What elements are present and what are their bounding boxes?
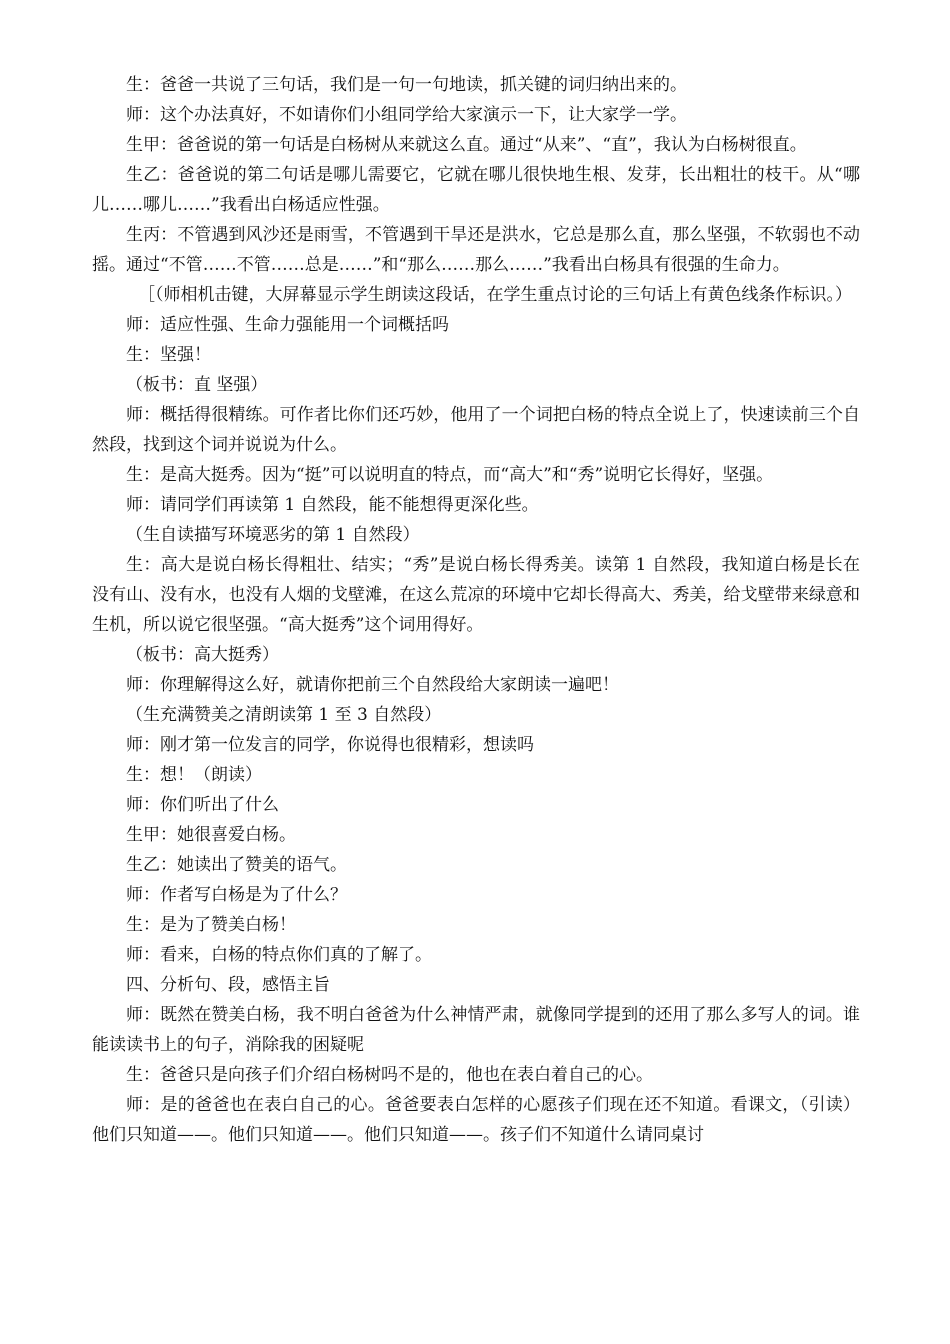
paragraph: 生：爸爸只是向孩子们介绍白杨树吗不是的，他也在表白着自己的心。 [126,1065,653,1085]
paragraph: （生自读描写环境恶劣的第 1 自然段） [126,525,420,545]
paragraph: 师：你理解得这么好，就请你把前三个自然段给大家朗读一遍吧！ [126,675,619,695]
paragraph: ［（师相机击键，大屏幕显示学生朗读这段话，在学生重点讨论的三句话上有黄色线条作标识。） [138,285,852,305]
paragraph: 生：坚强！ [126,345,211,365]
paragraph: 师：概括得很精练。可作者比你们还巧妙，他用了一个词把白杨的特点全说上了，快速读前三个自然段，找到这个词并说说为什么。 [92,405,860,455]
paragraph: 师：适应性强、生命力强能用一个词概括吗 [126,315,449,335]
paragraph: 生甲：爸爸说的第一句话是白杨树从来就这么直。通过“从来”、“直”，我认为白杨树很直。 [126,135,807,155]
paragraph: 师：刚才第一位发言的同学，你说得也很精彩，想读吗 [126,735,534,755]
paragraph: 生：是为了赞美白杨！ [126,915,296,935]
paragraph: 生：高大是说白杨长得粗壮、结实；“秀”是说白杨长得秀美。读第 1 自然段，我知道白杨是长在没有山、没有水，也没有人烟的戈壁滩，在这么荒凉的环境中它却长得高大、秀美，给戈壁带来绿意和生机，所以说它很坚强。“高大挺秀”这个词用得好。 [92,555,860,635]
section-heading: 四、分析句、段，感悟主旨 [126,975,330,995]
paragraph: 生：想！（朗读） [126,765,262,785]
paragraph: 师：请同学们再读第 1 自然段，能不能想得更深化些。 [126,495,539,515]
document-body [92,70,860,1150]
paragraph: 生乙：她读出了赞美的语气。 [126,855,347,875]
paragraph: 师：看来，白杨的特点你们真的了解了。 [126,945,432,965]
paragraph: 生乙：爸爸说的第二句话是哪儿需要它，它就在哪儿很快地生根、发芽，长出粗壮的枝干。从“哪儿……哪儿……”我看出白杨适应性强。 [92,165,860,215]
paragraph: （板书：直 坚强） [126,375,268,395]
paragraph: 生丙：不管遇到风沙还是雨雪，不管遇到干旱还是洪水，它总是那么直，那么坚强，不软弱也不动摇。通过“不管……不管……总是……”和“那么……那么……”我看出白杨具有很强的生命力。 [92,225,860,275]
paragraph: 生甲：她很喜爱白杨。 [126,825,296,845]
paragraph: 师：作者写白杨是为了什么？ [126,885,347,905]
paragraph: 生：爸爸一共说了三句话，我们是一句一句地读，抓关键的词归纳出来的。 [126,75,687,95]
paragraph: 师：是的爸爸也在表白自己的心。爸爸要表白怎样的心愿孩子们现在还不知道。看课文，（引读）他们只知道——。他们只知道——。他们只知道——。孩子们不知道什么请同桌讨 [92,1095,860,1145]
paragraph: 师：你们听出了什么 [126,795,279,815]
paragraph: （生充满赞美之清朗读第 1 至 3 自然段） [126,705,442,725]
paragraph: （板书：高大挺秀） [126,645,279,665]
paragraph: 师：这个办法真好，不如请你们小组同学给大家演示一下，让大家学一学。 [126,105,687,125]
paragraph: 生：是高大挺秀。因为“挺”可以说明直的特点，而“高大”和“秀”说明它长得好，坚强。 [126,465,774,485]
paragraph: 师：既然在赞美白杨，我不明白爸爸为什么神情严肃，就像同学提到的还用了那么多写人的词。谁能读读书上的句子，消除我的困疑呢 [92,1005,860,1055]
